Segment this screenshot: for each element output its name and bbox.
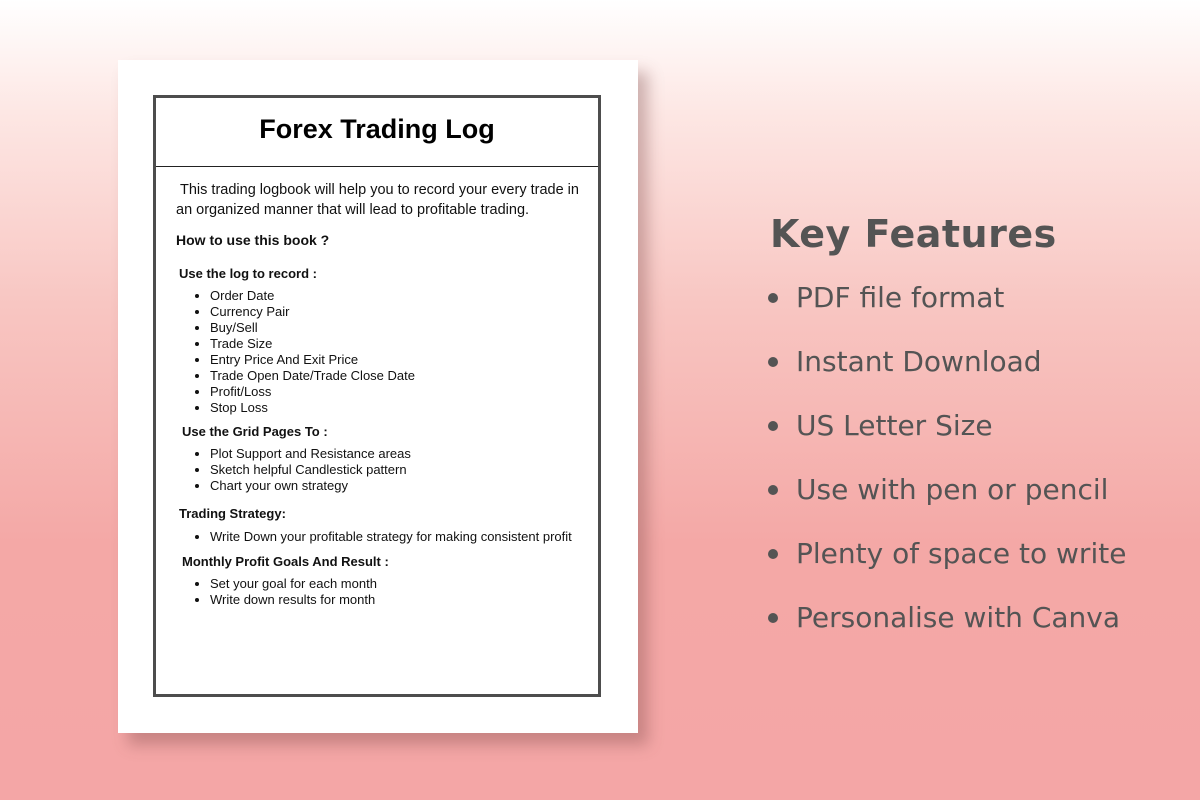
features-list bbox=[768, 280, 1188, 664]
bullet-icon bbox=[768, 549, 778, 559]
section-list-grid bbox=[176, 446, 586, 494]
key-features-heading: Key Features bbox=[770, 212, 1057, 256]
bullet-icon bbox=[768, 485, 778, 495]
list-item: • Buy/Sell bbox=[210, 320, 586, 336]
list-item: • Entry Price And Exit Price bbox=[210, 352, 586, 368]
feature-item bbox=[768, 344, 1188, 408]
section-heading-strategy: Trading Strategy: bbox=[179, 506, 286, 521]
bullet-icon bbox=[768, 357, 778, 367]
section-list-strategy bbox=[176, 528, 586, 546]
list-item: • Set your goal for each month bbox=[210, 576, 586, 592]
feature-item bbox=[768, 536, 1188, 600]
key-features-panel bbox=[768, 212, 1188, 664]
bullet-icon bbox=[768, 293, 778, 303]
intro-text: This trading logbook will help you to record your every trade in an organized manner that will lead to profitable trading. bbox=[176, 182, 579, 218]
feature-item bbox=[768, 408, 1188, 472]
list-item: • Currency Pair bbox=[210, 304, 586, 320]
list-item: • Write down results for month bbox=[210, 592, 586, 608]
bullet-icon bbox=[768, 421, 778, 431]
list-item: • Trade Open Date/Trade Close Date bbox=[210, 368, 586, 384]
title-divider bbox=[156, 166, 598, 167]
feature-item bbox=[768, 472, 1188, 536]
list-item: • Sketch helpful Candlestick pattern bbox=[210, 462, 586, 478]
section-list-log bbox=[176, 288, 586, 416]
list-item: • Trade Size bbox=[210, 336, 586, 352]
list-item: • Profit/Loss bbox=[210, 384, 586, 400]
list-item: • Plot Support and Resistance areas bbox=[210, 446, 586, 462]
list-item: • Stop Loss bbox=[210, 400, 586, 416]
section-heading-log: Use the log to record : bbox=[179, 266, 317, 281]
section-heading-goals: Monthly Profit Goals And Result : bbox=[182, 554, 389, 569]
how-to-heading: How to use this book ? bbox=[176, 232, 330, 248]
bullet-icon bbox=[768, 613, 778, 623]
section-list-goals bbox=[176, 576, 586, 608]
feature-label: PDF file format bbox=[796, 281, 1005, 314]
feature-label: Use with pen or pencil bbox=[796, 473, 1109, 506]
page-frame bbox=[153, 95, 601, 697]
logbook-page-preview bbox=[118, 60, 638, 733]
list-item: • Chart your own strategy bbox=[210, 478, 586, 494]
feature-item bbox=[768, 280, 1188, 344]
page-title: Forex Trading Log bbox=[259, 114, 495, 144]
feature-label: Plenty of space to write bbox=[796, 537, 1127, 570]
list-item: • Write Down your profitable strategy for making consistent profit bbox=[210, 528, 586, 546]
feature-item bbox=[768, 600, 1188, 664]
page-content bbox=[176, 180, 586, 614]
feature-label: Instant Download bbox=[796, 345, 1042, 378]
list-item: • Order Date bbox=[210, 288, 586, 304]
feature-label: Personalise with Canva bbox=[796, 601, 1121, 634]
section-heading-grid: Use the Grid Pages To : bbox=[182, 424, 328, 439]
feature-label: US Letter Size bbox=[796, 409, 993, 442]
